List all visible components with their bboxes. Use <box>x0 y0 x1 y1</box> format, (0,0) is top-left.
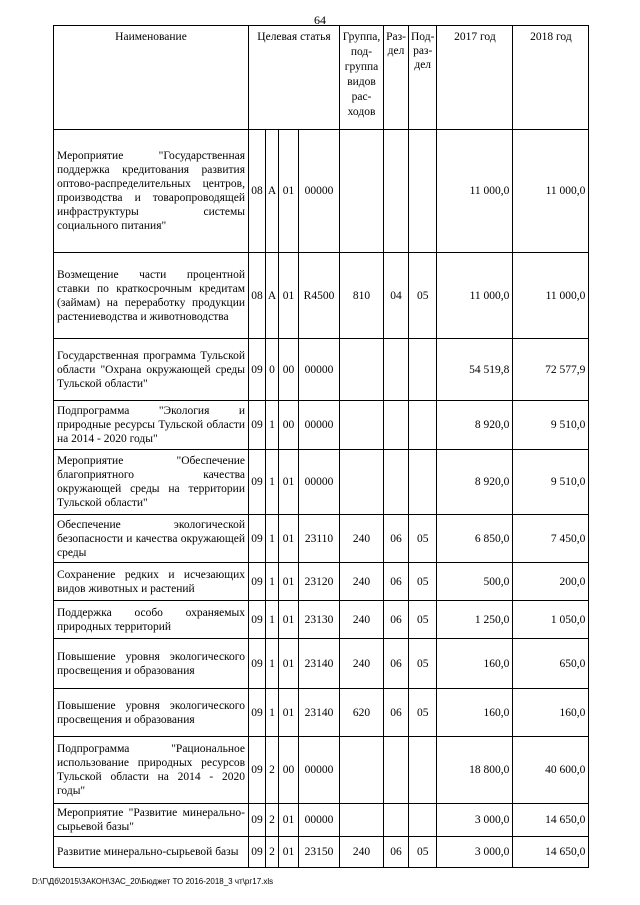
amount-2017: 54 519,8 <box>437 339 513 401</box>
subsection-code: 05 <box>409 601 437 639</box>
target-code-subprogram: 1 <box>266 639 279 689</box>
target-code-subprogram: 1 <box>266 601 279 639</box>
section-code: 06 <box>384 639 409 689</box>
subsection-code: 05 <box>409 639 437 689</box>
row-name: Государственная программа Тульской области "Охрана окружающей среды Тульской области" <box>54 339 249 401</box>
amount-2018: 200,0 <box>513 563 589 601</box>
table-row <box>54 515 589 563</box>
section-code <box>384 401 409 450</box>
target-code-program: 09 <box>249 639 266 689</box>
file-path-footer: D:\Г\Дб\2015\ЗАКОН\ЗАС_20\Бюджет ТО 2016-2018_3 чт\рг17.xls <box>32 877 274 886</box>
amount-2017: 6 850,0 <box>437 515 513 563</box>
row-name: Возмещение части процентной ставки по краткосрочным кредитам (займам) на переработку продукции растениеводства и животноводства <box>54 253 249 339</box>
target-code-event: 01 <box>279 639 299 689</box>
target-code-direction: 23140 <box>299 689 340 737</box>
header-2017: 2017 год <box>437 26 513 130</box>
target-code-program: 09 <box>249 689 266 737</box>
expense-group: 620 <box>340 689 384 737</box>
expense-group: 240 <box>340 837 384 868</box>
table-row <box>54 253 589 339</box>
section-code: 06 <box>384 601 409 639</box>
table-row <box>54 837 589 868</box>
target-code-direction: 00000 <box>299 450 340 515</box>
expense-group <box>340 130 384 253</box>
target-code-program: 09 <box>249 515 266 563</box>
target-code-subprogram: 2 <box>266 804 279 837</box>
target-code-program: 09 <box>249 450 266 515</box>
amount-2017: 3 000,0 <box>437 837 513 868</box>
amount-2017: 500,0 <box>437 563 513 601</box>
row-name: Повышение уровня экологического просвещения и образования <box>54 639 249 689</box>
header-target: Целевая статья <box>249 26 340 130</box>
subsection-code: 05 <box>409 689 437 737</box>
amount-2018: 40 600,0 <box>513 737 589 804</box>
row-name: Мероприятие "Государственная поддержка кредитования развития оптово-распределительных центров, производства и товаропроводящей инфраструктуры системы социального питания" <box>54 130 249 253</box>
row-name: Подпрограмма "Экология и природные ресурсы Тульской области на 2014 - 2020 годы" <box>54 401 249 450</box>
expense-group <box>340 450 384 515</box>
row-name: Мероприятие "Развитие минерально-сырьевой базы" <box>54 804 249 837</box>
section-code <box>384 450 409 515</box>
target-code-program: 08 <box>249 130 266 253</box>
target-code-event: 01 <box>279 130 299 253</box>
table-row <box>54 804 589 837</box>
table-row <box>54 689 589 737</box>
target-code-event: 01 <box>279 601 299 639</box>
budget-table <box>53 25 589 868</box>
target-code-event: 01 <box>279 515 299 563</box>
amount-2018: 14 650,0 <box>513 837 589 868</box>
subsection-code: 05 <box>409 837 437 868</box>
target-code-subprogram: 1 <box>266 450 279 515</box>
section-code <box>384 737 409 804</box>
row-name: Обеспечение экологической безопасности и качества окружающей среды <box>54 515 249 563</box>
target-code-subprogram: 2 <box>266 837 279 868</box>
target-code-subprogram: 2 <box>266 737 279 804</box>
amount-2017: 11 000,0 <box>437 130 513 253</box>
target-code-program: 08 <box>249 253 266 339</box>
expense-group: 810 <box>340 253 384 339</box>
row-name: Развитие минерально-сырьевой базы <box>54 837 249 868</box>
target-code-subprogram: 1 <box>266 515 279 563</box>
expense-group: 240 <box>340 563 384 601</box>
section-code <box>384 339 409 401</box>
target-code-program: 09 <box>249 339 266 401</box>
subsection-code <box>409 450 437 515</box>
section-code: 06 <box>384 689 409 737</box>
table-row <box>54 450 589 515</box>
target-code-direction: 23140 <box>299 639 340 689</box>
expense-group <box>340 804 384 837</box>
target-code-direction: R4500 <box>299 253 340 339</box>
target-code-direction: 00000 <box>299 737 340 804</box>
target-code-direction: 23130 <box>299 601 340 639</box>
subsection-code <box>409 401 437 450</box>
target-code-direction: 00000 <box>299 804 340 837</box>
expense-group <box>340 401 384 450</box>
target-code-subprogram: А <box>266 253 279 339</box>
header-subsection: Под-раз-дел <box>409 26 437 130</box>
amount-2017: 11 000,0 <box>437 253 513 339</box>
amount-2018: 9 510,0 <box>513 450 589 515</box>
target-code-program: 09 <box>249 601 266 639</box>
target-code-event: 01 <box>279 563 299 601</box>
target-code-event: 00 <box>279 737 299 804</box>
row-name: Повышение уровня экологического просвещения и образования <box>54 689 249 737</box>
subsection-code <box>409 130 437 253</box>
section-code <box>384 804 409 837</box>
target-code-event: 01 <box>279 689 299 737</box>
expense-group <box>340 339 384 401</box>
header-row <box>54 26 589 130</box>
target-code-subprogram: 1 <box>266 689 279 737</box>
amount-2018: 7 450,0 <box>513 515 589 563</box>
target-code-subprogram: 1 <box>266 563 279 601</box>
target-code-event: 01 <box>279 837 299 868</box>
subsection-code <box>409 737 437 804</box>
amount-2018: 1 050,0 <box>513 601 589 639</box>
section-code: 06 <box>384 837 409 868</box>
amount-2018: 160,0 <box>513 689 589 737</box>
amount-2017: 160,0 <box>437 689 513 737</box>
target-code-program: 09 <box>249 737 266 804</box>
expense-group: 240 <box>340 601 384 639</box>
section-code <box>384 130 409 253</box>
table-row <box>54 639 589 689</box>
table-row <box>54 401 589 450</box>
header-section: Раз-дел <box>384 26 409 130</box>
target-code-direction: 23110 <box>299 515 340 563</box>
row-name: Сохранение редких и исчезающих видов животных и растений <box>54 563 249 601</box>
expense-group: 240 <box>340 515 384 563</box>
target-code-event: 00 <box>279 339 299 401</box>
subsection-code: 05 <box>409 563 437 601</box>
target-code-event: 01 <box>279 253 299 339</box>
target-code-direction: 23120 <box>299 563 340 601</box>
amount-2017: 8 920,0 <box>437 401 513 450</box>
header-2018: 2018 год <box>513 26 589 130</box>
row-name: Мероприятие "Обеспечение благоприятного качества окружающей среды на территории Тульской области" <box>54 450 249 515</box>
section-code: 06 <box>384 515 409 563</box>
section-code: 04 <box>384 253 409 339</box>
table-row <box>54 339 589 401</box>
section-code: 06 <box>384 563 409 601</box>
subsection-code <box>409 804 437 837</box>
row-name: Подпрограмма "Рациональное использование природных ресурсов Тульской области на 2014 - 2020 годы" <box>54 737 249 804</box>
table-row <box>54 737 589 804</box>
target-code-program: 09 <box>249 837 266 868</box>
table-row <box>54 130 589 253</box>
target-code-subprogram: 0 <box>266 339 279 401</box>
target-code-direction: 23150 <box>299 837 340 868</box>
target-code-event: 01 <box>279 450 299 515</box>
amount-2018: 11 000,0 <box>513 130 589 253</box>
amount-2017: 160,0 <box>437 639 513 689</box>
subsection-code: 05 <box>409 253 437 339</box>
target-code-event: 00 <box>279 401 299 450</box>
subsection-code <box>409 339 437 401</box>
header-name: Наименование <box>54 26 249 130</box>
row-name: Поддержка особо охраняемых природных территорий <box>54 601 249 639</box>
target-code-direction: 00000 <box>299 339 340 401</box>
table-row <box>54 563 589 601</box>
amount-2017: 3 000,0 <box>437 804 513 837</box>
amount-2018: 650,0 <box>513 639 589 689</box>
target-code-direction: 00000 <box>299 130 340 253</box>
page-number: 64 <box>314 13 326 27</box>
target-code-program: 09 <box>249 563 266 601</box>
amount-2017: 8 920,0 <box>437 450 513 515</box>
target-code-event: 01 <box>279 804 299 837</box>
target-code-direction: 00000 <box>299 401 340 450</box>
target-code-subprogram: 1 <box>266 401 279 450</box>
expense-group <box>340 737 384 804</box>
target-code-program: 09 <box>249 401 266 450</box>
target-code-subprogram: А <box>266 130 279 253</box>
amount-2018: 11 000,0 <box>513 253 589 339</box>
amount-2017: 18 800,0 <box>437 737 513 804</box>
expense-group: 240 <box>340 639 384 689</box>
amount-2018: 9 510,0 <box>513 401 589 450</box>
amount-2018: 14 650,0 <box>513 804 589 837</box>
subsection-code: 05 <box>409 515 437 563</box>
table-row <box>54 601 589 639</box>
amount-2017: 1 250,0 <box>437 601 513 639</box>
target-code-program: 09 <box>249 804 266 837</box>
header-group: Группа, под-группа видов рас-ходов <box>340 26 384 130</box>
amount-2018: 72 577,9 <box>513 339 589 401</box>
